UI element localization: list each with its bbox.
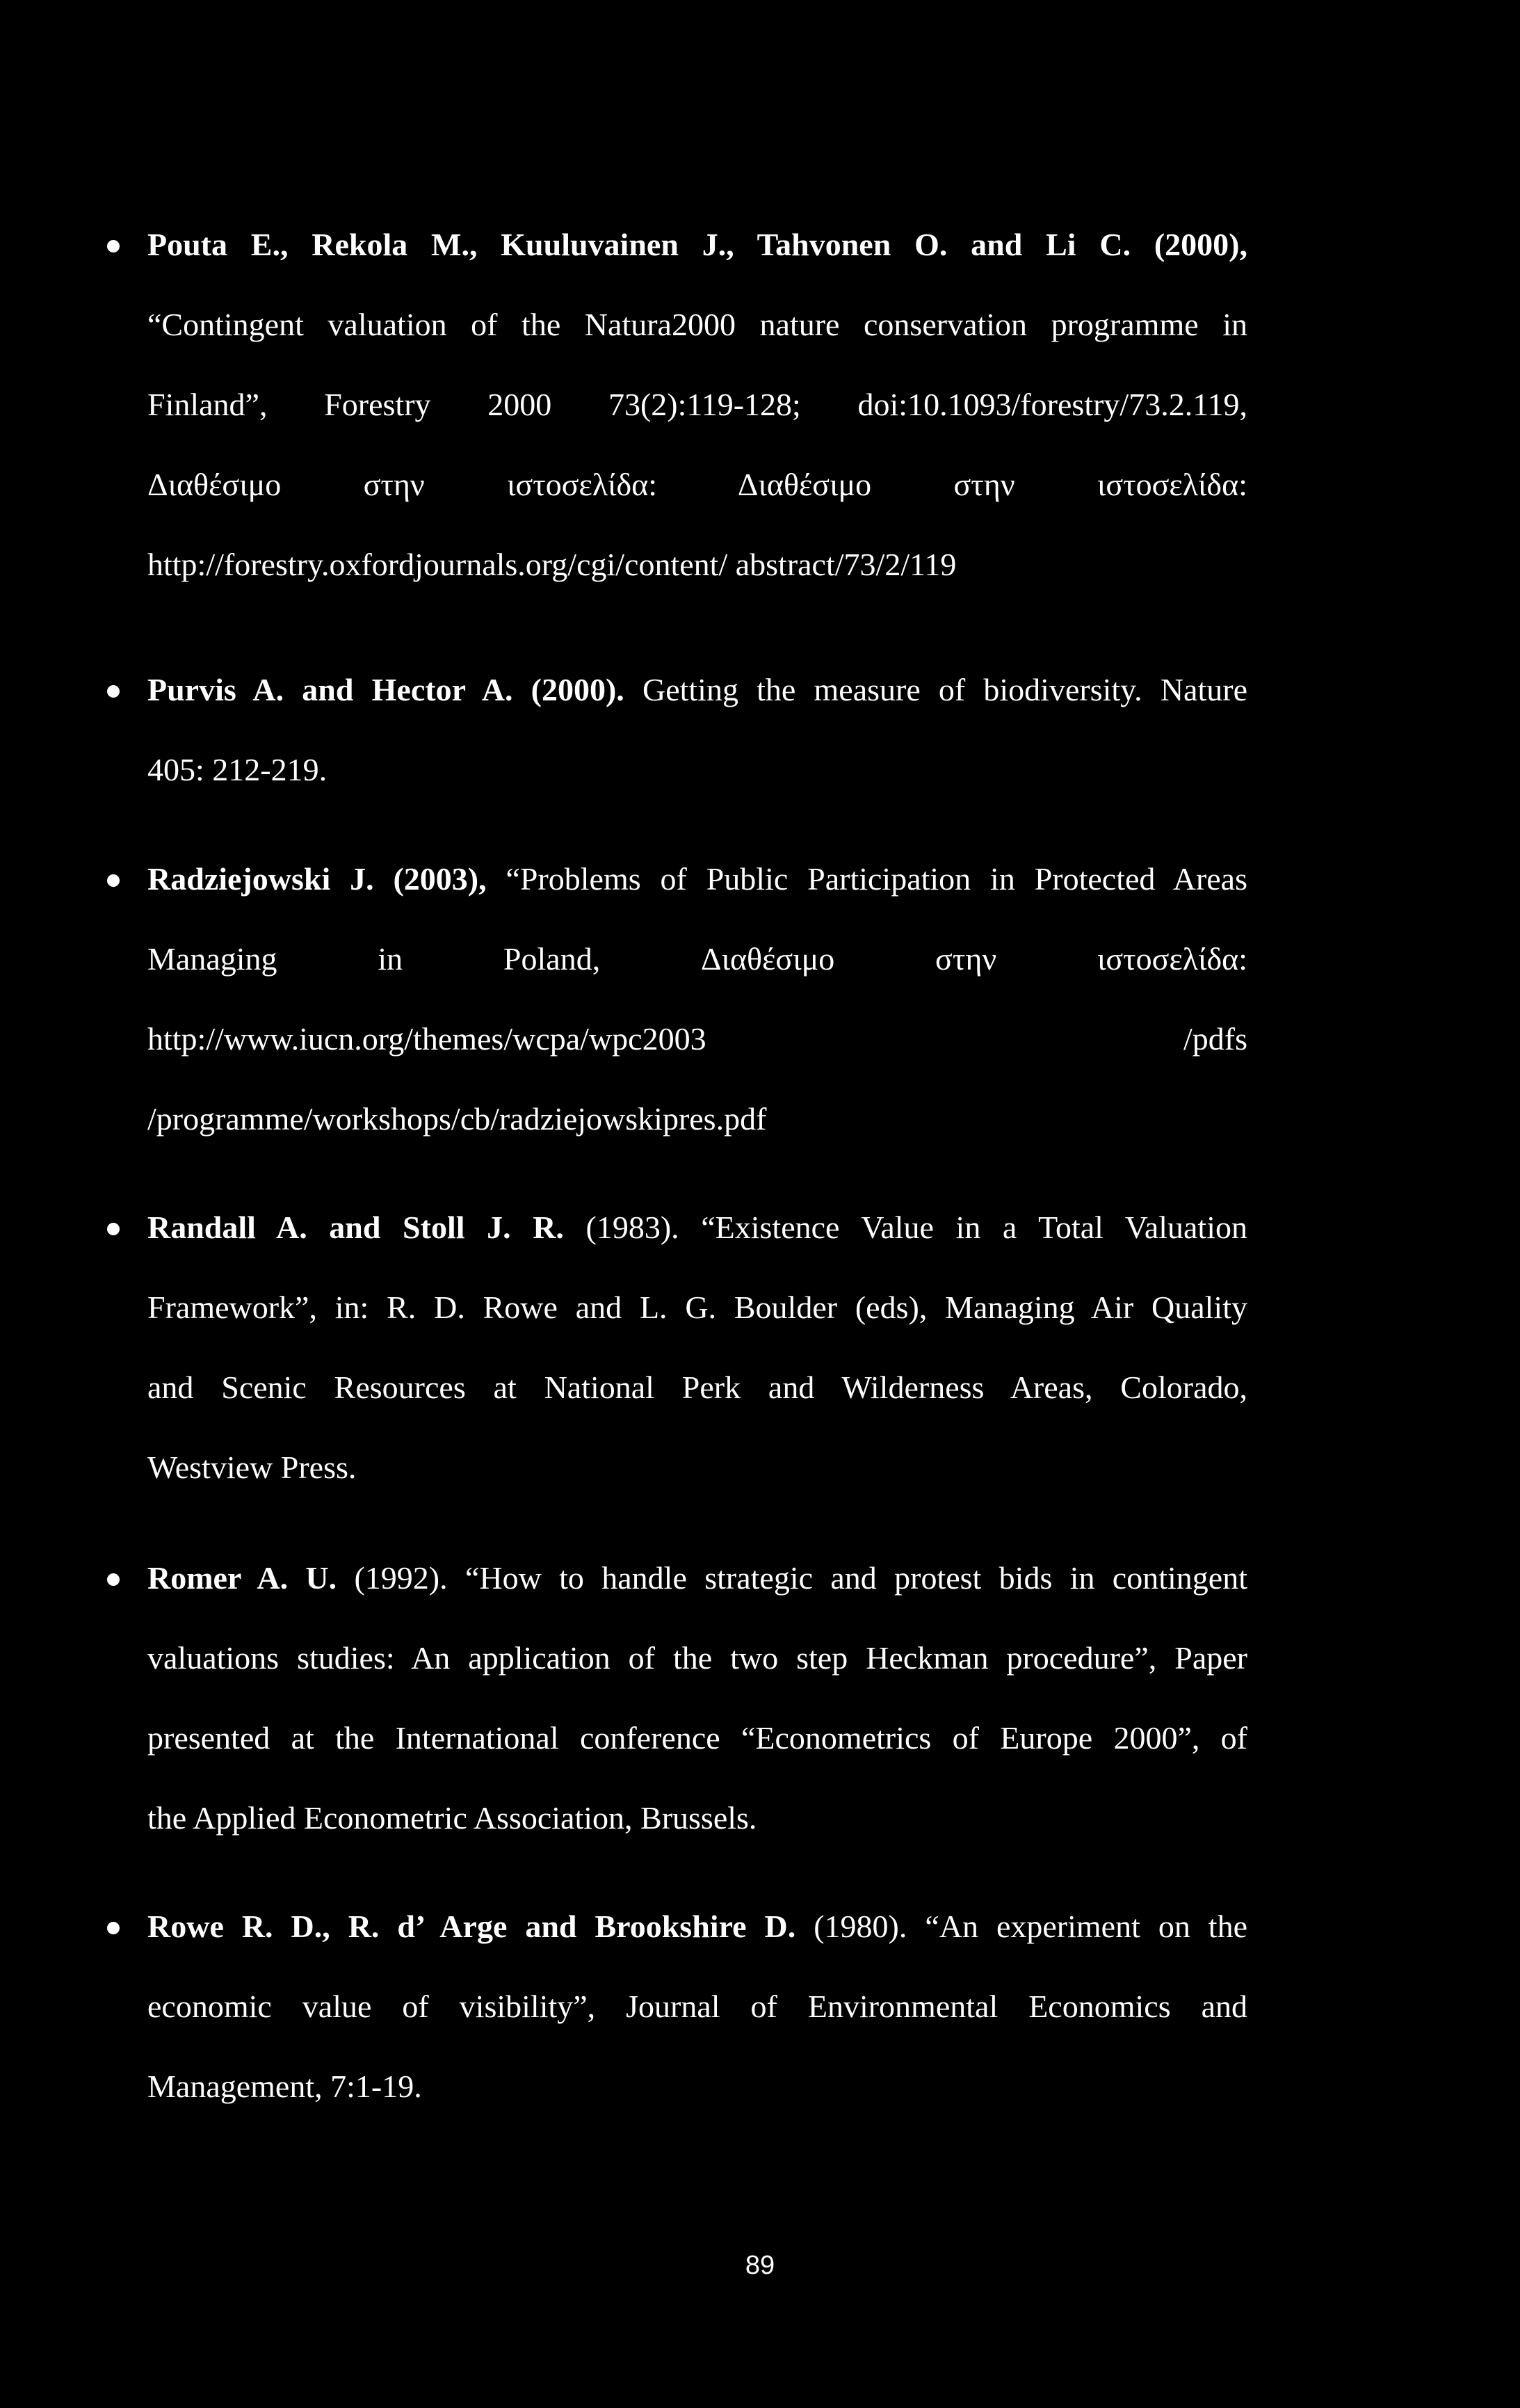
reference-item <box>147 225 1247 585</box>
reference-item <box>147 670 1247 790</box>
reference-item <box>147 1907 1247 2107</box>
reference-line: Διαθέσιμο στην ιστοσελίδα: Διαθέσιμο στην ιστοσελίδα: <box>147 467 1247 502</box>
reference-line: http://www.iucn.org/themes/wcpa/wpc2003 /pdfs <box>147 1021 1247 1057</box>
reference-line: Management, 7:1-19. <box>147 2069 422 2104</box>
reference-line: Pouta E., Rekola M., Kuuluvainen J., Tahvonen O. and Li C. (2000), <box>147 227 1247 262</box>
reference-line: Radziejowski J. (2003), “Problems of Public Participation in Protected Areas <box>147 861 1248 897</box>
reference-line: valuations studies: An application of the two step Heckman procedure”, Paper <box>147 1640 1247 1676</box>
bullet-icon <box>107 1573 120 1586</box>
reference-item <box>147 1558 1247 1838</box>
reference-line: Purvis A. and Hector A. (2000). Getting the measure of biodiversity. Nature <box>147 672 1247 707</box>
reference-line: economic value of visibility”, Journal of Environmental Economics and <box>147 1989 1247 2024</box>
reference-line: Romer A. U. (1992). “How to handle strategic and protest bids in contingent <box>147 1560 1247 1596</box>
reference-line: Rowe R. D., R. d’ Arge and Brookshire D. (1980). “An experiment on the <box>147 1909 1247 1944</box>
bullet-icon <box>107 240 120 252</box>
bullet-icon <box>107 1223 120 1235</box>
bullet-icon <box>107 874 120 887</box>
reference-line: presented at the International conference “Econometrics of Europe 2000”, of <box>147 1720 1247 1756</box>
reference-line: Framework”, in: R. D. Rowe and L. G. Boulder (eds), Managing Air Quality <box>147 1290 1247 1325</box>
reference-line: /programme/workshops/cb/radziejowskipres.pdf <box>147 1101 767 1137</box>
reference-line: Westview Press. <box>147 1450 357 1485</box>
reference-line: Finland”, Forestry 2000 73(2):119-128; doi:10.1093/forestry/73.2.119, <box>147 387 1247 422</box>
reference-item <box>147 1207 1247 1488</box>
reference-line: http://forestry.oxfordjournals.org/cgi/content/ abstract/73/2/119 <box>147 547 957 582</box>
reference-line: 405: 212-219. <box>147 752 328 787</box>
reference-item <box>147 859 1247 1139</box>
reference-line: Managing in Poland, Διαθέσιμο στην ιστοσελίδα: <box>147 941 1247 977</box>
page-number: 89 <box>745 2251 775 2280</box>
reference-line: Randall A. and Stoll J. R. (1983). “Existence Value in a Total Valuation <box>147 1210 1247 1245</box>
bullet-icon <box>107 685 120 698</box>
reference-line: the Applied Econometric Association, Brussels. <box>147 1800 757 1836</box>
reference-line: and Scenic Resources at National Perk and Wilderness Areas, Colorado, <box>147 1370 1247 1405</box>
reference-line: “Contingent valuation of the Natura2000 nature conservation programme in <box>147 307 1247 342</box>
bullet-icon <box>107 1922 120 1934</box>
